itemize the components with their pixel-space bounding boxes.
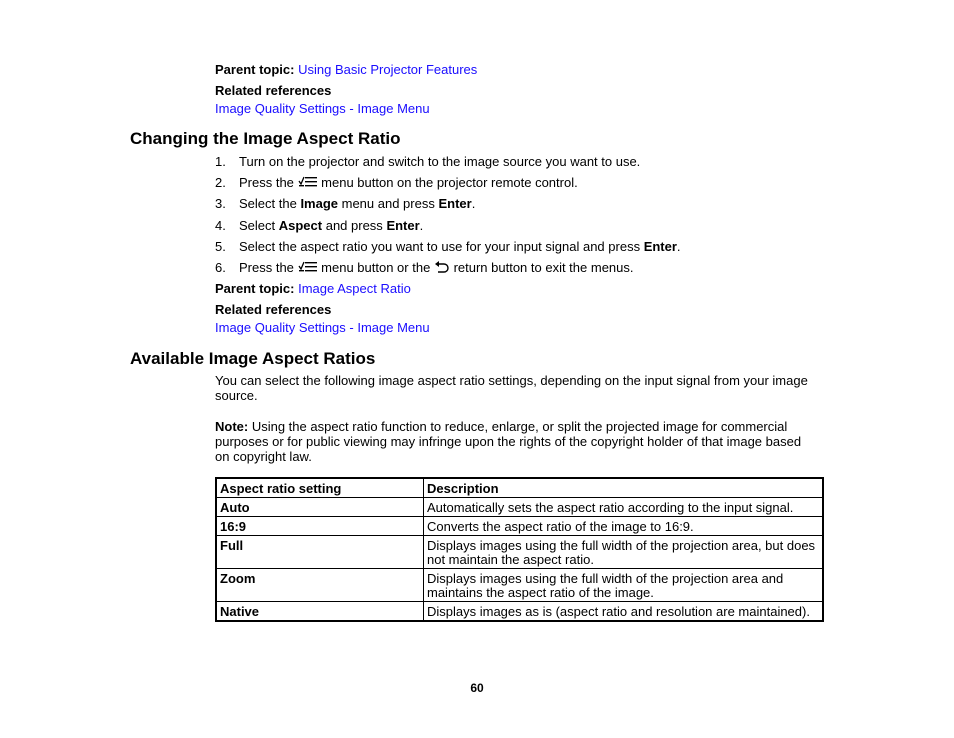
intro-paragraph: You can select the following image aspect ratio settings, depending on the input signal from your image source.	[215, 373, 808, 403]
step-2: 2. Press the menu button on the projector remote control.	[215, 175, 578, 190]
parent-topic-link[interactable]: Using Basic Projector Features	[298, 62, 478, 77]
heading-changing-aspect-ratio: Changing the Image Aspect Ratio	[130, 129, 401, 148]
step-3: 3. Select the Image menu and press Enter.	[215, 196, 476, 211]
menu-check-list-icon	[298, 260, 318, 274]
step-6: 6. Press the menu button or the return button to exit the menus.	[215, 260, 634, 275]
table-row: Full Displays images using the full width of the projection area, but does not maintain the aspect ratio.	[216, 536, 823, 569]
parent-topic-label: Parent topic:	[215, 62, 295, 77]
return-arrow-icon	[434, 260, 450, 274]
related-reference-link[interactable]: Image Quality Settings - Image Menu	[215, 101, 430, 116]
parent-topic-2	[215, 281, 411, 297]
related-reference-link[interactable]: Image Quality Settings - Image Menu	[215, 320, 430, 335]
heading-available-aspect-ratios: Available Image Aspect Ratios	[130, 349, 376, 368]
parent-topic-1	[215, 62, 477, 78]
step-4: 4. Select Aspect and press Enter.	[215, 218, 424, 233]
parent-topic-link[interactable]: Image Aspect Ratio	[298, 281, 411, 296]
note-paragraph: Note: Using the aspect ratio function to reduce, enlarge, or split the projected image for commercial purposes or for public viewing may infringe upon the rights of the copyright holder of that image based on copyright law.	[215, 419, 802, 464]
table-row: Native Displays images as is (aspect ratio and resolution are maintained).	[216, 602, 823, 622]
parent-topic-label: Parent topic:	[215, 281, 295, 296]
table-header-setting: Aspect ratio setting	[216, 478, 424, 498]
table-header-description: Description	[424, 478, 824, 498]
table-row: Auto Automatically sets the aspect ratio according to the input signal.	[216, 498, 823, 517]
related-references-label: Related references	[215, 302, 332, 317]
related-references-label: Related references	[215, 83, 332, 98]
aspect-ratio-table	[215, 477, 824, 622]
page-number: 60	[470, 681, 484, 695]
note-label: Note:	[215, 419, 249, 434]
menu-check-list-icon	[298, 175, 318, 189]
step-5: 5. Select the aspect ratio you want to use for your input signal and press Enter.	[215, 239, 681, 254]
table-header-row	[216, 478, 823, 498]
table-row: Zoom Displays images using the full width of the projection area and maintains the aspect ratio of the image.	[216, 569, 823, 602]
table-row: 16:9 Converts the aspect ratio of the image to 16:9.	[216, 517, 823, 536]
step-1: 1. Turn on the projector and switch to the image source you want to use.	[215, 154, 641, 169]
